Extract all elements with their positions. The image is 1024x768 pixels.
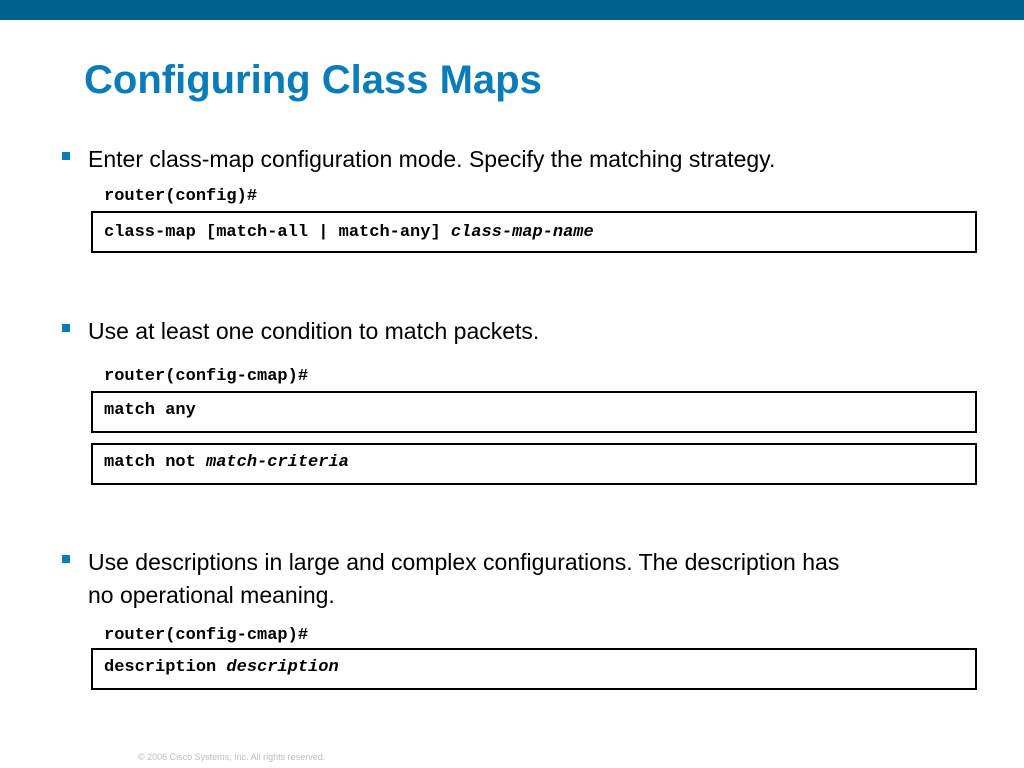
bullet-text: Enter class-map configuration mode. Specify the matching strategy. [88,146,776,172]
bullet-square-icon [62,152,70,160]
cli-prompt: router(config-cmap)# [104,626,309,645]
command-keyword: match not [104,453,207,472]
command-text [104,452,349,474]
bullet-text: Use descriptions in large and complex configurations. The description has no operational meaning. [88,549,840,608]
command-text [104,222,594,244]
bullet-square-icon [62,555,70,563]
command-text [104,400,196,422]
command-argument: class-map-name [450,223,594,242]
command-box [91,211,977,253]
command-argument: match-criteria [206,453,349,472]
command-keyword: description [104,658,227,677]
command-box [91,443,977,485]
bullet-text: Use at least one condition to match packets. [88,318,540,344]
command-text [104,657,339,679]
copyright-footer: © 2006 Cisco Systems, Inc. All rights reserved. [138,752,326,762]
bullet-square-icon [62,324,70,332]
command-box [91,648,977,690]
command-keyword: class-map [match-all | match-any] [104,223,451,242]
cli-prompt: router(config-cmap)# [104,367,309,386]
command-keyword: match any [104,401,196,420]
command-argument: description [226,658,339,677]
cli-prompt: router(config)# [104,187,258,206]
slide-title: Configuring Class Maps [84,58,542,102]
header-bar [0,0,1024,20]
command-box [91,391,977,433]
